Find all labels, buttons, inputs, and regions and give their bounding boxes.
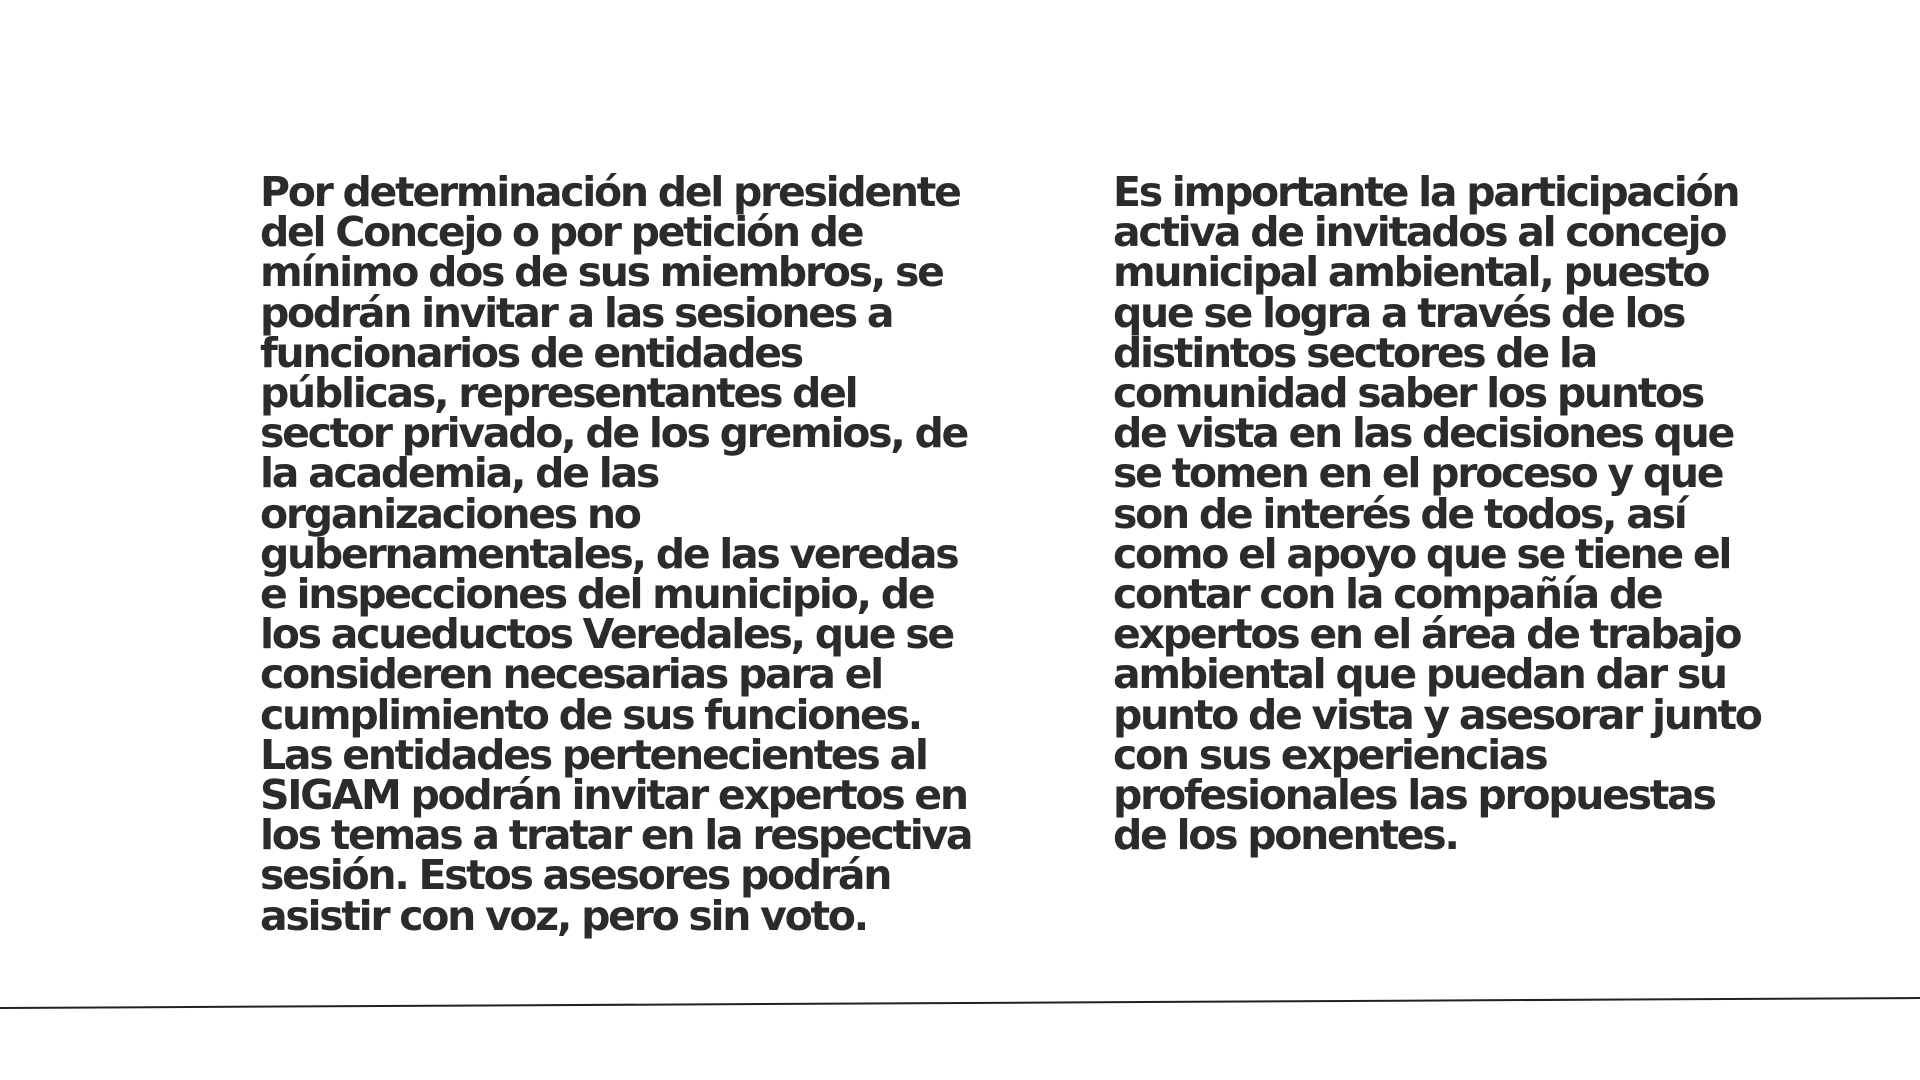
right-text-line: municipal ambiental, puesto: [1113, 248, 1709, 297]
left-text-line: Por determinación del presidente: [260, 168, 960, 216]
right-text-line: con sus experiencias: [1113, 730, 1547, 779]
right-text-line: contar con la compañía de: [1113, 570, 1662, 619]
left-text-line: sector privado, de los gremios, de: [260, 409, 968, 458]
right-text-line: activa de invitados al concejo: [1113, 208, 1726, 257]
left-text-line: consideren necesarias para el: [260, 650, 882, 699]
left-text-line: cumplimiento de sus funciones.: [260, 690, 921, 739]
left-text-line: SIGAM podrán invitar expertos en: [260, 771, 967, 820]
left-text-line: los acueductos Veredales, que se: [260, 610, 953, 659]
right-text-line: como el apoyo que se tiene el: [1113, 529, 1731, 578]
left-text-line: e inspecciones del municipio, de: [260, 570, 934, 619]
right-text-line: profesionales las propuestas: [1113, 771, 1715, 820]
left-text-line: gubernamentales, de las veredas: [260, 529, 958, 578]
left-text-line: sesión. Estos asesores podrán: [260, 851, 891, 900]
left-text-line: del Concejo o por petición de: [260, 208, 863, 257]
right-text-line: punto de vista y asesorar junto: [1113, 690, 1761, 739]
right-text-line: comunidad saber los puntos: [1113, 369, 1703, 418]
right-text-line: son de interés de todos, así: [1113, 489, 1686, 538]
right-text-line: expertos en el área de trabajo: [1113, 610, 1741, 659]
left-text-line: asistir con voz, pero sin voto.: [260, 891, 867, 940]
right-text-line: se tomen en el proceso y que: [1113, 449, 1723, 498]
left-text-line: los temas a tratar en la respectiva: [260, 811, 972, 860]
right-text-line: ambiental que puedan dar su: [1113, 650, 1726, 699]
left-text-line: organizaciones no: [260, 489, 640, 538]
left-text-column: [260, 168, 972, 940]
right-text-line: que se logra a través de los: [1113, 288, 1685, 337]
left-text-line: la academia, de las: [260, 449, 658, 498]
left-text-line: podrán invitar a las sesiones a: [260, 288, 893, 337]
left-text-line: mínimo dos de sus miembros, se: [260, 248, 943, 297]
right-text-column: [1113, 168, 1813, 860]
left-text-line: Las entidades pertenecientes al: [260, 730, 927, 779]
left-text-line: funcionarios de entidades: [260, 328, 802, 377]
left-text-line: públicas, representantes del: [260, 369, 857, 418]
right-text-line: distintos sectores de la: [1113, 328, 1597, 377]
right-text-line: de vista en las decisiones que: [1113, 409, 1733, 458]
right-text-line: Es importante la participación: [1113, 168, 1739, 216]
right-text-line: de los ponentes.: [1113, 811, 1458, 860]
